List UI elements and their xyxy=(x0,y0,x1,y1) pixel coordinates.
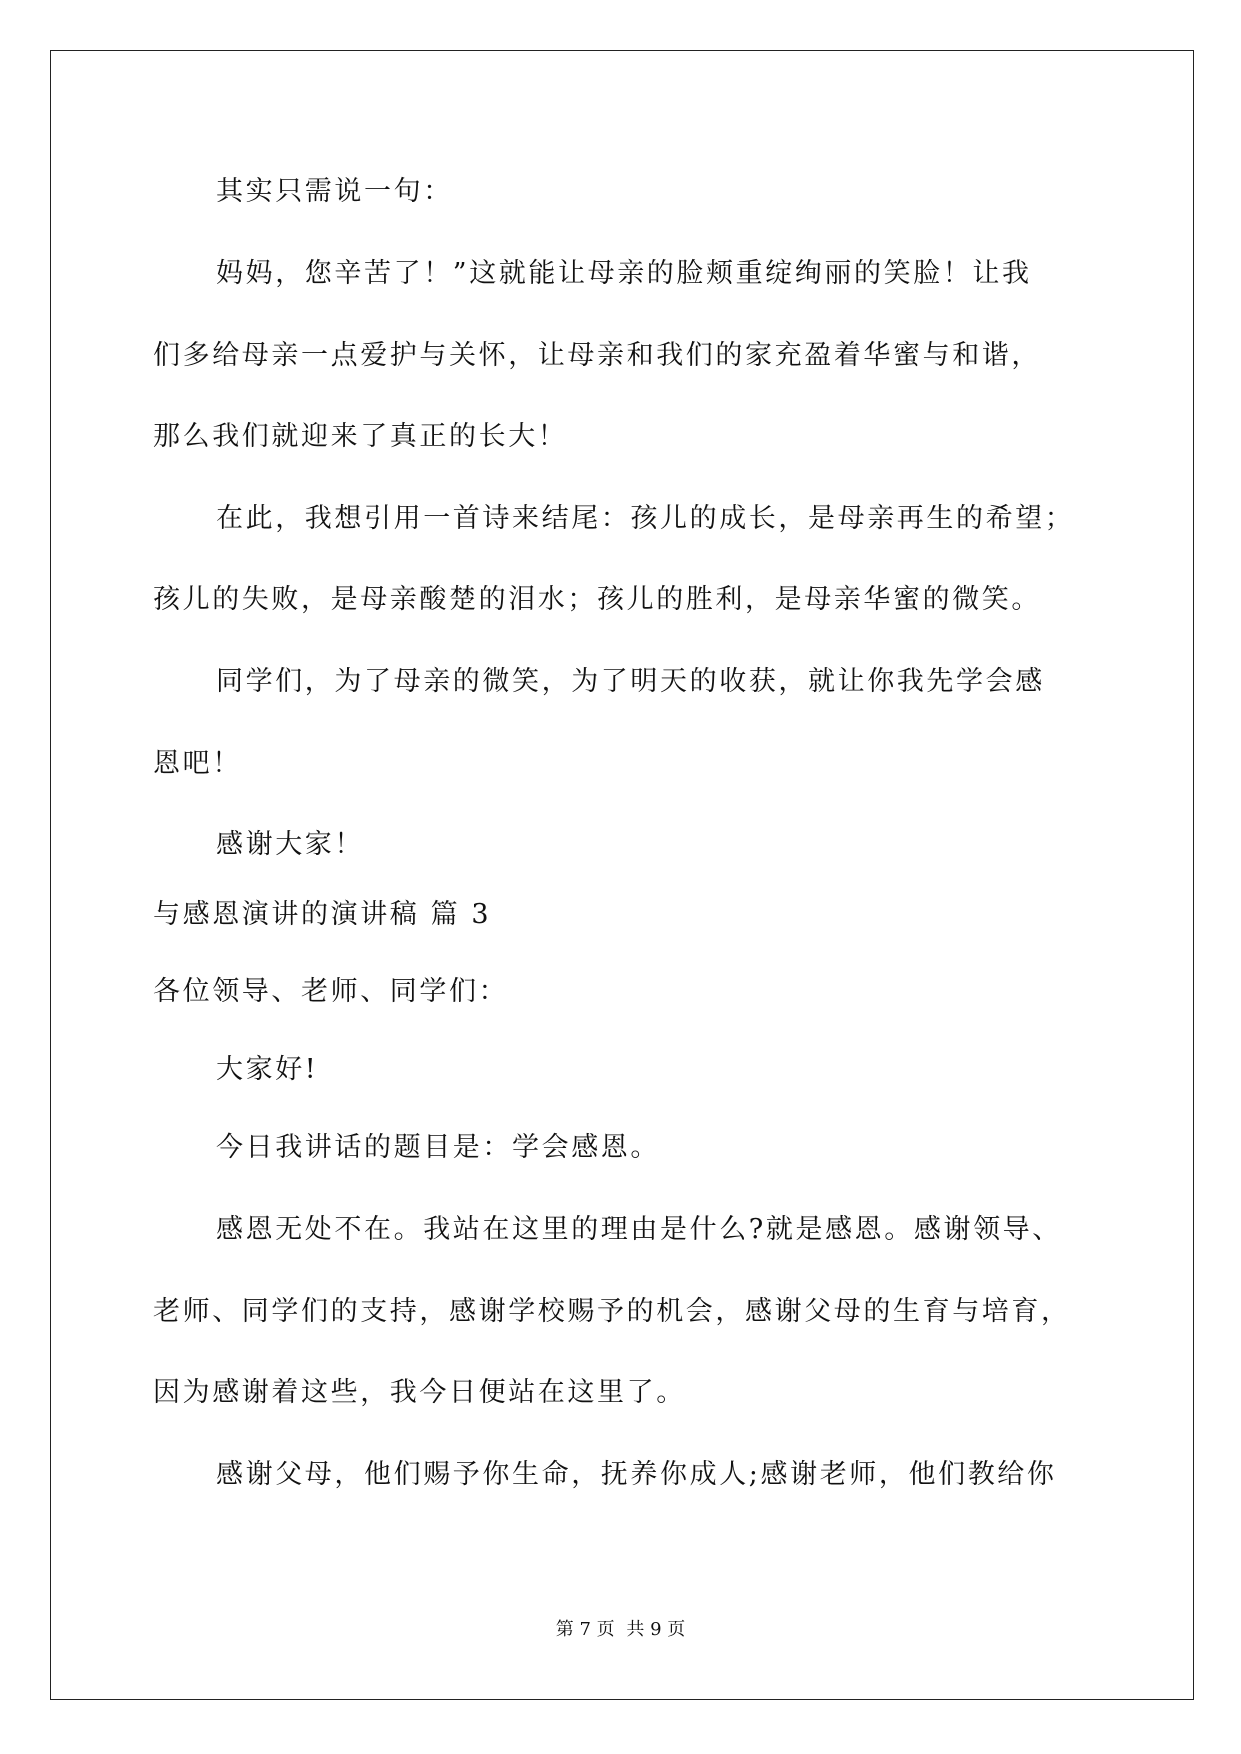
paragraph-line: 老师、同学们的支持，感谢学校赐予的机会，感谢父母的生育与培育， xyxy=(153,1296,1071,1327)
page-border xyxy=(50,50,1194,1700)
paragraph-line: 恩吧！ xyxy=(153,748,242,779)
paragraph-line: 孩儿的失败，是母亲酸楚的泪水；孩儿的胜利，是母亲华蜜的微笑。 xyxy=(153,584,1041,615)
paragraph-line: 大家好! xyxy=(216,1054,319,1085)
paragraph-line: 同学们，为了母亲的微笑，为了明天的收获，就让你我先学会感 xyxy=(216,666,1045,697)
paragraph-line: 们多给母亲一点爱护与关怀，让母亲和我们的家充盈着华蜜与和谐， xyxy=(153,340,1041,371)
paragraph-line: 因为感谢着这些，我今日便站在这里了。 xyxy=(153,1377,686,1408)
page-footer xyxy=(0,1618,1241,1642)
paragraph-line: 在此，我想引用一首诗来结尾：孩儿的成长，是母亲再生的希望； xyxy=(216,503,1075,534)
paragraph-line: 其实只需说一句： xyxy=(216,176,453,207)
paragraph-line: 感谢大家！ xyxy=(216,829,364,860)
paragraph-line: 妈妈，您辛苦了！”这就能让母亲的脸颊重绽绚丽的笑脸！让我 xyxy=(216,258,1032,289)
paragraph-line: 今日我讲话的题目是：学会感恩。 xyxy=(216,1132,660,1163)
salutation: 各位领导、老师、同学们： xyxy=(153,976,509,1007)
paragraph-line: 那么我们就迎来了真正的长大！ xyxy=(153,421,568,452)
section-heading: 与感恩演讲的演讲稿 篇 3 xyxy=(153,899,492,930)
page-number-total: 共 9 页 xyxy=(626,1619,686,1640)
paragraph-line: 感恩无处不在。我站在这里的理由是什么?就是感恩。感谢领导、 xyxy=(216,1214,1062,1245)
paragraph-line: 感谢父母，他们赐予你生命，抚养你成人;感谢老师，他们教给你 xyxy=(216,1459,1057,1490)
page-number-current: 第 7 页 xyxy=(555,1619,615,1640)
